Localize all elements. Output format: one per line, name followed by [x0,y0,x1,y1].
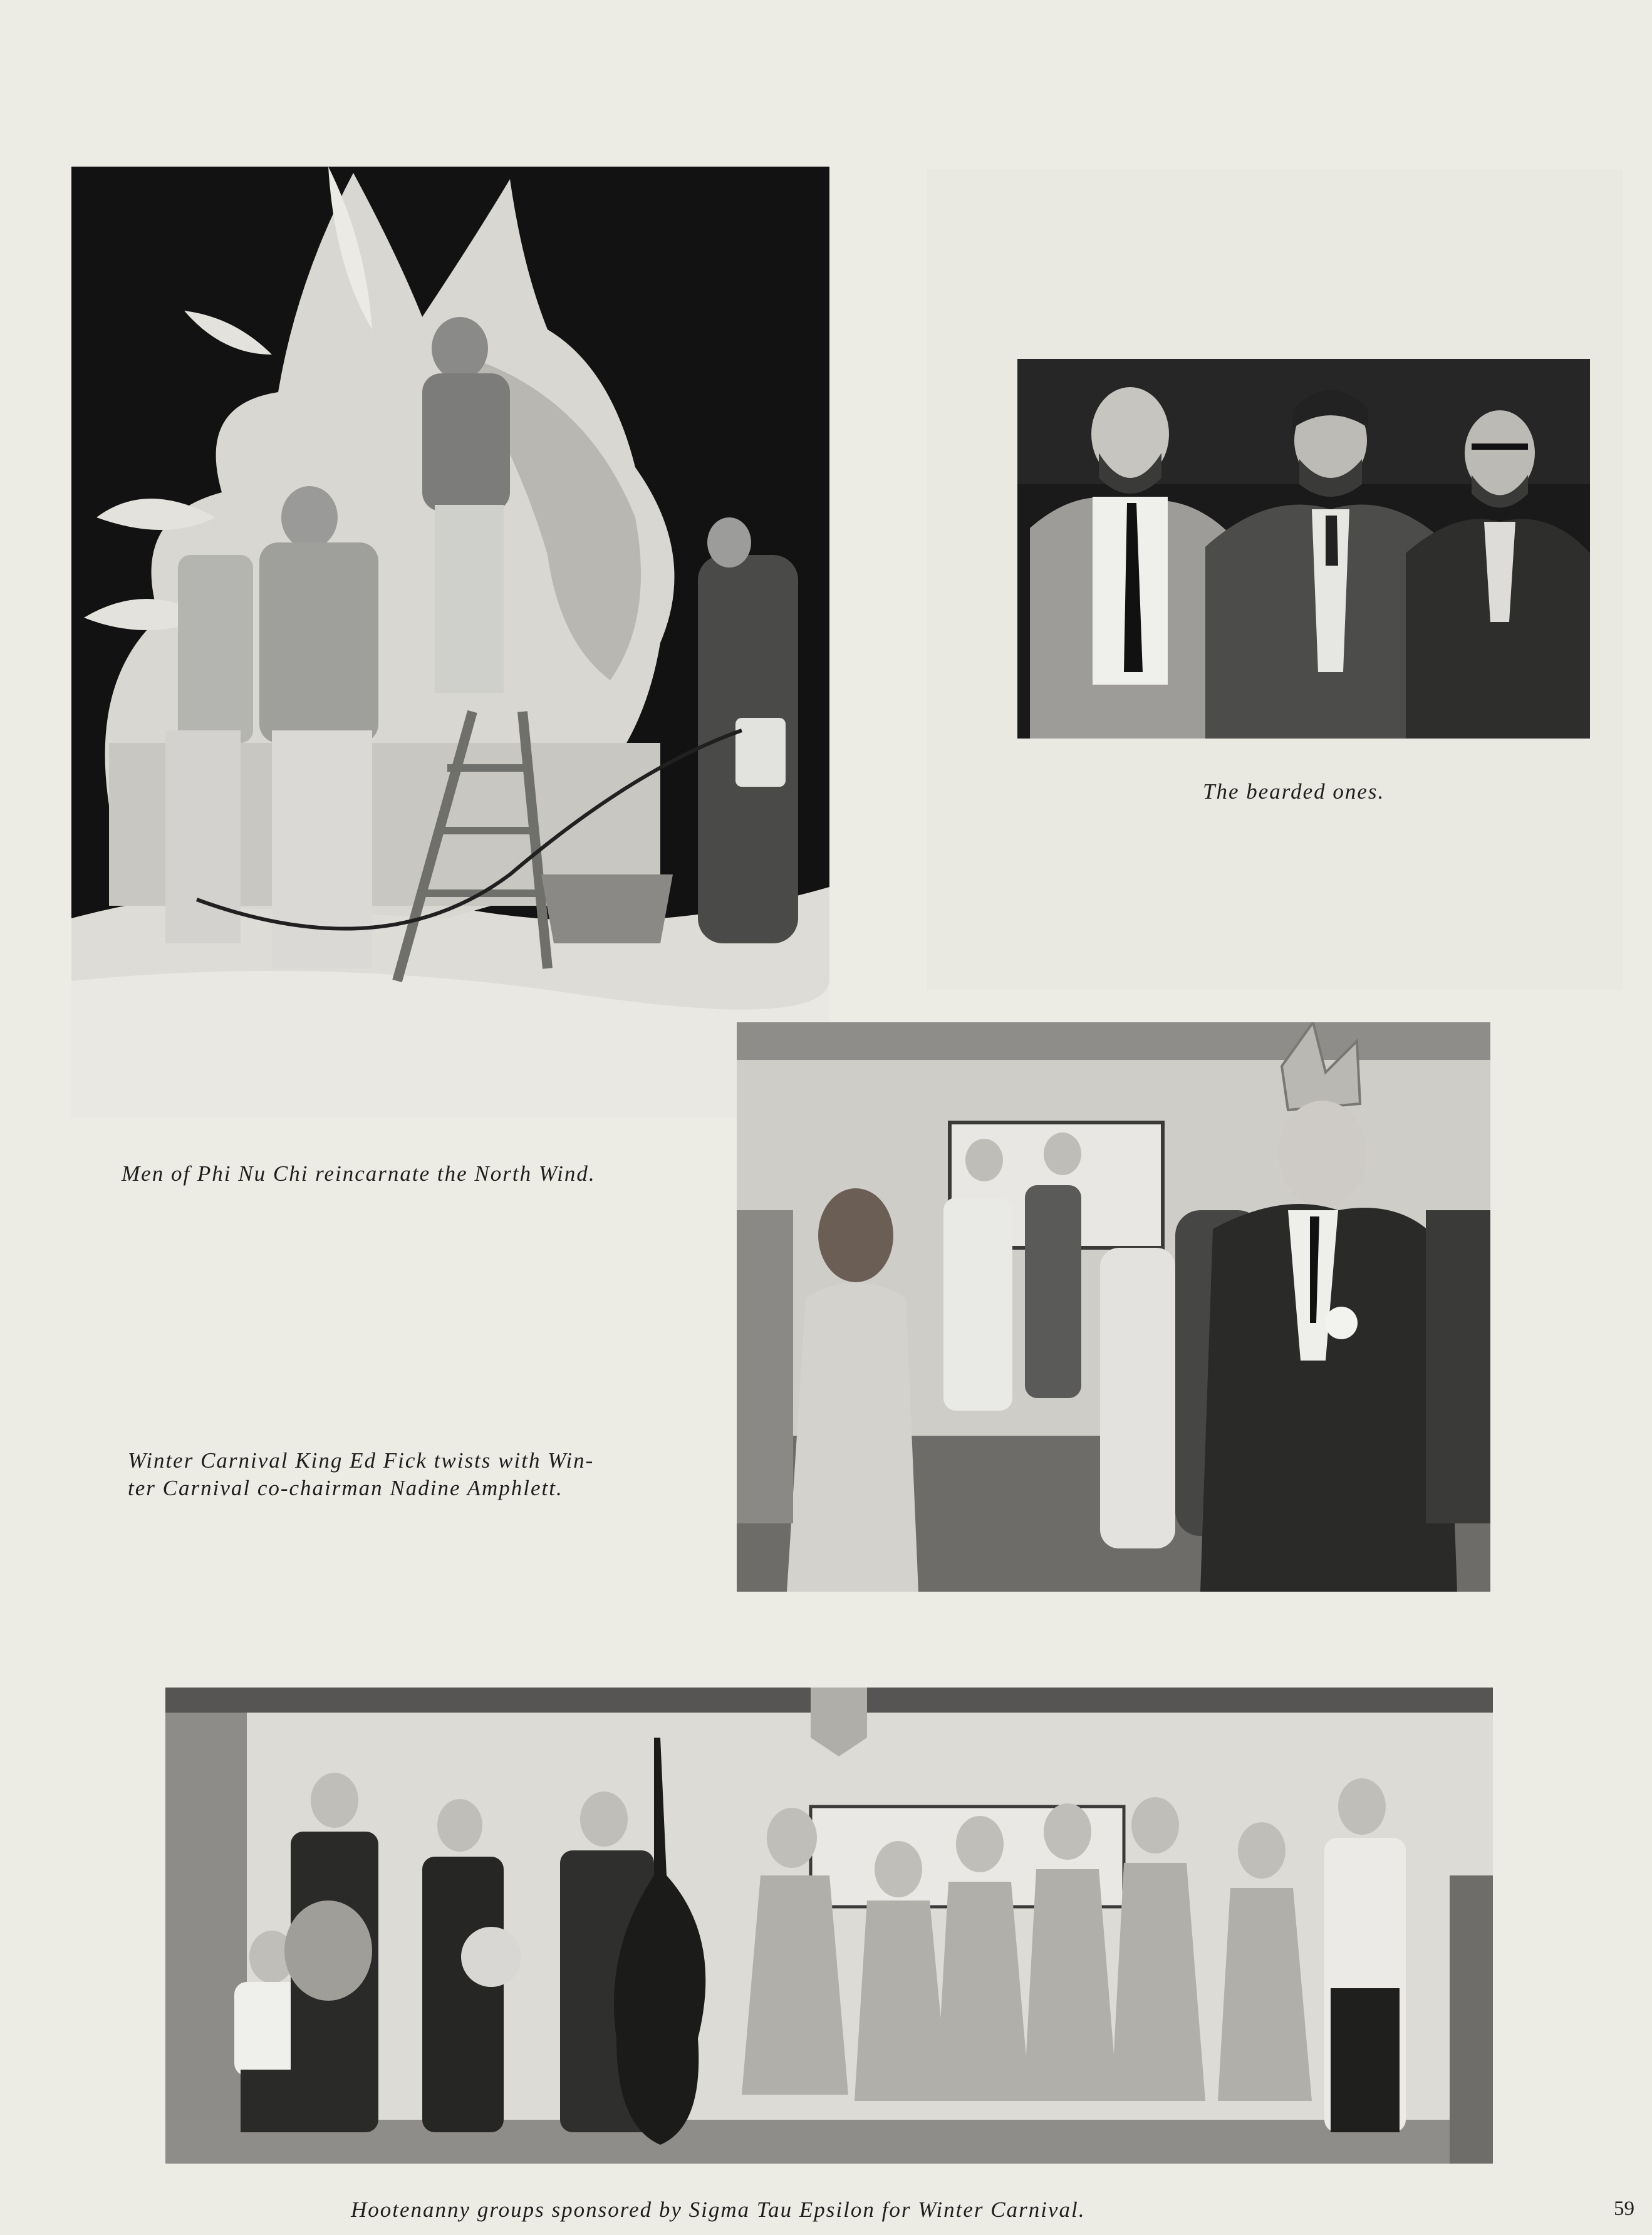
hootenanny-photo [165,1688,1493,2164]
hootenanny-caption: Hootenanny groups sponsored by Sigma Tau Epsilon for Winter Carnival. [351,2197,1086,2222]
page-number: 59 [1614,2197,1634,2220]
north-wind-caption: Men of Phi Nu Chi reincarnate the North Wind. [122,1161,596,1186]
winter-carnival-king-caption-line2: ter Carnival co-chairman Nadine Amphlett. [128,1476,563,1500]
winter-carnival-king-caption-line1: Winter Carnival King Ed Fick twists with Win- [128,1448,595,1473]
bearded-ones-photo [1017,359,1590,739]
north-wind-photo [71,167,829,1118]
bearded-ones-caption: The bearded ones. [1203,779,1385,804]
winter-carnival-king-photo [737,1022,1490,1592]
